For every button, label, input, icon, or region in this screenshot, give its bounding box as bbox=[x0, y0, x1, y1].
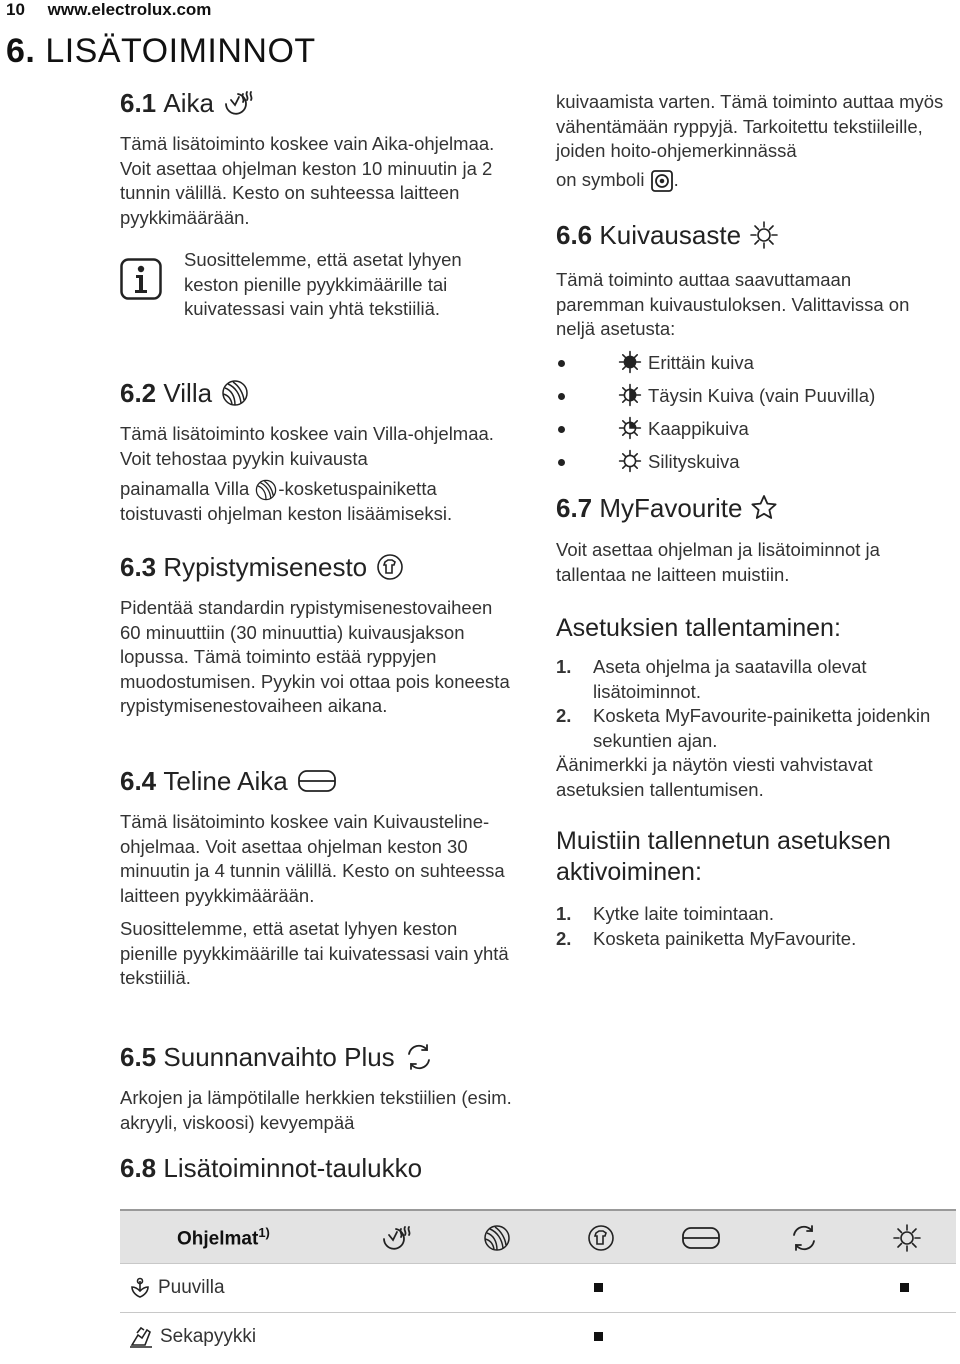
list-item: 1. Aseta ohjelma ja saatavilla olevat lisätoiminnot. bbox=[556, 656, 867, 702]
page-number: 10 bbox=[6, 0, 25, 19]
section-heading: 6.3 Rypistymisenesto bbox=[120, 552, 510, 582]
section-body: Tämä toiminto auttaa saavuttamaan paremman kuivaustuloksen. Valittavissa on neljä asetusta: bbox=[556, 269, 910, 339]
section-heading: 6.4 Teline Aika bbox=[120, 766, 510, 796]
section-body: Tämä lisätoiminto koskee vain Kuivausteline-ohjelmaa. Voit asettaa ohjelman keston 30 minuutin ja 4 tunnin välillä. Kesto on suhteessa laitteen pyykkimäärään. bbox=[120, 811, 505, 906]
anti-crease-icon bbox=[375, 552, 405, 582]
row-label: Puuvilla bbox=[128, 1276, 225, 1300]
section-body: Pidentää standardin rypistymisenestovaiheen 60 minuuttiin (30 minuuttia) kuivausjakson lopussa. Tämä toiminto estää ryppyjen muodostumisen. Pyykin voi ottaa pois koneesta rypistymisenestovaiheen aikana. bbox=[120, 597, 510, 716]
table-header bbox=[120, 1209, 956, 1263]
extra-dry-icon bbox=[618, 350, 642, 374]
reverse-plus-icon bbox=[403, 1042, 435, 1072]
section-body: Tämä lisätoiminto koskee vain Aika-ohjelmaa. Voit asettaa ohjelman keston 10 minuutin ja 2 tunnin välillä. Kesto on suhteessa laitteen pyykkimäärään. bbox=[120, 133, 495, 228]
iron-dry-icon bbox=[618, 449, 642, 473]
wool-icon bbox=[254, 478, 278, 502]
section-heading: 6.6 Kuivausaste bbox=[556, 220, 956, 250]
section-6-5 bbox=[120, 1042, 515, 1135]
site-url[interactable]: www.electrolux.com bbox=[47, 0, 212, 19]
programs-label: Ohjelmat$^{1)}$ bbox=[177, 1225, 270, 1250]
list-item: Täysin Kuiva (vain Puuvilla) bbox=[556, 379, 956, 412]
note-text: Suosittelemme, että asetat lyhyen keston pienille pyykkimäärille tai kuivatessasi vain yhtä tekstiiliä. bbox=[184, 249, 462, 319]
cupboard-dry-icon bbox=[618, 416, 642, 440]
section-6-4 bbox=[120, 766, 510, 991]
section-body: Tämä lisätoiminto koskee vain Villa-ohjelmaa. Voit tehostaa pyykin kuivausta bbox=[120, 423, 494, 469]
star-icon bbox=[750, 494, 778, 522]
section-body-2: Suosittelemme, että asetat lyhyen keston pienille pyykkimäärille tai kuivatessasi vain yhtä tekstiiliä. bbox=[120, 918, 509, 988]
row-label: Sekapyykki bbox=[128, 1325, 256, 1349]
wool-icon bbox=[220, 378, 250, 408]
anti-crease-icon bbox=[586, 1223, 616, 1253]
section-6-5-continued bbox=[556, 90, 956, 193]
chapter-number: 6. bbox=[6, 32, 36, 70]
list-item: 2. Kosketa MyFavourite-painiketta joidenkin sekuntien ajan. bbox=[556, 705, 931, 751]
fully-dry-icon bbox=[618, 383, 642, 407]
save-heading: Asetuksien tallentaminen: bbox=[556, 614, 841, 642]
section-heading: 6.5 Suunnanvaihto Plus bbox=[120, 1042, 515, 1072]
section-body-2: painamalla Villa -kosketuspainiketta toistuvasti ohjelman keston lisäämiseksi. bbox=[120, 478, 453, 525]
section-6-1 bbox=[120, 88, 510, 230]
mark-square bbox=[594, 1283, 603, 1292]
dryness-levels bbox=[556, 346, 956, 478]
section-body: Voit asettaa ohjelman ja lisätoiminnot ja tallentaa ne laitteen muistiin. bbox=[556, 539, 880, 585]
rack-icon bbox=[296, 766, 338, 796]
list-item: Silityskuiva bbox=[556, 445, 956, 478]
activate-heading: Muistiin tallennetun asetuksen aktivoiminen: bbox=[556, 827, 891, 886]
section-body: kuivaamista varten. Tämä toiminto auttaa myös vähentämään ryppyjä. Tarkoitettu tekstiileille, joiden hoito-ohjemerkinnässä bbox=[556, 91, 944, 161]
rack-icon bbox=[680, 1223, 722, 1253]
section-6-3 bbox=[120, 552, 510, 719]
cotton-icon bbox=[128, 1276, 152, 1300]
dryness-icon bbox=[892, 1223, 922, 1253]
chapter-title bbox=[6, 32, 316, 71]
dryer-symbol-icon bbox=[650, 169, 674, 193]
page-header bbox=[6, 0, 229, 20]
save-after: Äänimerkki ja näytön viesti vahvistavat asetuksien tallentumisen. bbox=[556, 754, 873, 800]
time-save-icon bbox=[380, 1223, 414, 1253]
list-item: 1. Kytke laite toimintaan. bbox=[556, 903, 774, 924]
list-item: Kaappikuiva bbox=[556, 412, 956, 445]
mark-square bbox=[594, 1332, 603, 1341]
section-heading: 6.2 Villa bbox=[120, 378, 510, 408]
section-heading: 6.1 Aika bbox=[120, 88, 510, 118]
options-table bbox=[120, 1209, 956, 1361]
activate-steps bbox=[556, 902, 956, 951]
section-6-2 bbox=[120, 378, 510, 527]
section-heading: 6.8 Lisätoiminnot-taulukko bbox=[120, 1153, 423, 1183]
mark-square bbox=[900, 1283, 909, 1292]
mixed-icon bbox=[128, 1325, 154, 1349]
dryness-icon bbox=[749, 220, 779, 250]
table-row bbox=[120, 1263, 956, 1312]
chapter-text: LISÄTOIMINNOT bbox=[45, 32, 316, 70]
section-body: Arkojen ja lämpötilalle herkkien tekstiilien (esim. akryyli, viskoosi) kevyempää bbox=[120, 1087, 512, 1133]
section-6-7 bbox=[556, 494, 956, 951]
save-steps bbox=[556, 655, 956, 753]
list-item: 2. Kosketa painiketta MyFavourite. bbox=[556, 927, 857, 949]
wool-icon bbox=[482, 1223, 512, 1253]
list-item: Erittäin kuiva bbox=[556, 346, 956, 379]
info-note bbox=[120, 248, 500, 322]
section-6-8 bbox=[120, 1153, 520, 1183]
time-save-icon bbox=[222, 88, 256, 118]
section-6-6 bbox=[556, 220, 956, 478]
info-icon bbox=[120, 258, 162, 300]
section-body-2: on symboli . bbox=[556, 168, 956, 193]
reverse-plus-icon bbox=[788, 1223, 820, 1253]
table-row bbox=[120, 1312, 956, 1361]
section-heading: 6.7 MyFavourite bbox=[556, 494, 956, 522]
